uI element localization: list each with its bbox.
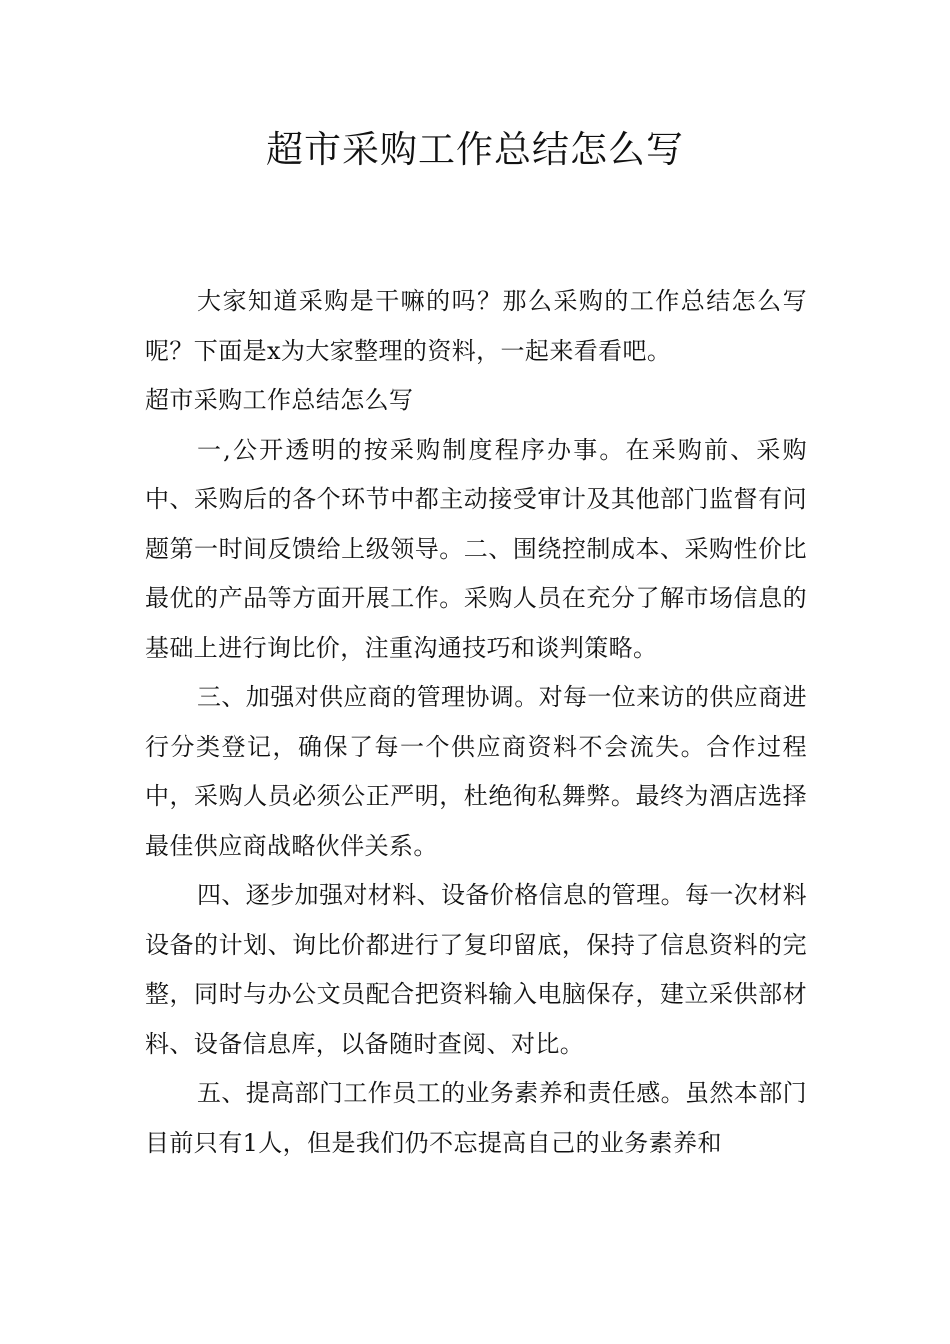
paragraph-4: 五、提高部门工作员工的业务素养和责任感。虽然本部门目前只有1人，但是我们仍不忘提高自己的业务素养和 [145, 1079, 807, 1157]
paragraph-2: 三、加强对供应商的管理协调。对每一位来访的供应商进行分类登记，确保了每一个供应商资料不会流失。合作过程中，采购人员必须公正严明，杜绝徇私舞弊。最终为酒店选择最佳供应商战略伙伴关系。 [145, 683, 807, 860]
intro-paragraph: 大家知道采购是干嘛的吗？那么采购的工作总结怎么写呢？下面是x为大家整理的资料，一起来看看吧。 [145, 287, 807, 365]
document-body [145, 277, 807, 1168]
document-title: 超市采购工作总结怎么写 [266, 128, 684, 171]
section-subheading: 超市采购工作总结怎么写 [145, 386, 414, 414]
paragraph-1: 一,公开透明的按采购制度程序办事。在采购前、采购中、采购后的各个环节中都主动接受审计及其他部门监督有问题第一时间反馈给上级领导。二、围绕控制成本、采购性价比最优的产品等方面开展工作。采购人员在充分了解市场信息的基础上进行询比价，注重沟通技巧和谈判策略。 [145, 435, 807, 662]
paragraph-3: 四、逐步加强对材料、设备价格信息的管理。每一次材料设备的计划、询比价都进行了复印留底，保持了信息资料的完整，同时与办公文员配合把资料输入电脑保存，建立采供部材料、设备信息库，以备随时查阅、对比。 [145, 881, 807, 1058]
